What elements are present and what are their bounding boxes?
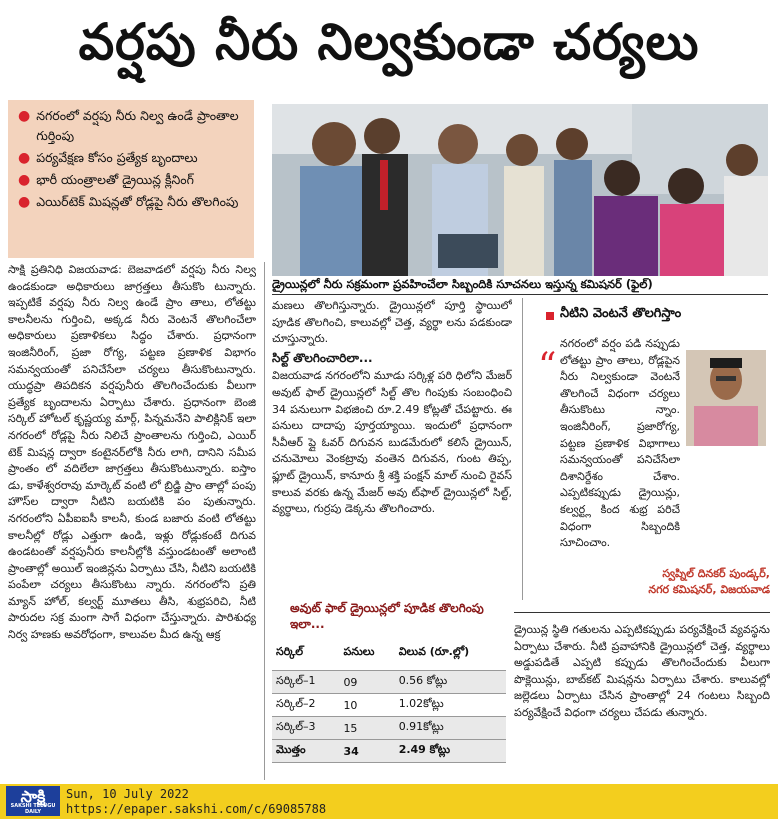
table-cell: మొత్తం <box>272 740 339 763</box>
sakshi-logo: సాక్షి SAKSHI TELUGU DAILY <box>6 786 60 816</box>
quote-box-text: నగరంలో వర్షం పడి నప్పుడు లోతట్టు ప్రాం తాలు, రోడ్లపైన నీరు నిల్వకుండా వెంటనే తొలగించే విధంగా చర్యలు తీసుకొంటు న్నాం. ఇంజినీరింగ్, ప్రజారోగ్య, పట్టణ ప్రణాళిక విభాగాలు సమన్వయంతో పనిచేసేలా దిశానిర్దేశం చేశాం. ఎప్పటికప్పుడు డ్రైయిన్లు, కల్వర్ట్ల కింద శుభ్ర పరిచే విధంగా సిబ్బందికి సూచించాం. <box>560 337 680 550</box>
bullet-icon: ● <box>18 108 31 124</box>
silt-removal-table <box>272 636 506 763</box>
column-divider <box>264 262 265 780</box>
logo-subtitle: SAKSHI TELUGU DAILY <box>10 803 56 815</box>
table-cell: సర్కిల్–3 <box>272 717 339 740</box>
signature-title: నగర కమిషనర్, విజయవాడ <box>648 583 770 596</box>
headline: వర్షపు నీరు నిల్వకుండా చర్యలు <box>78 12 700 71</box>
column-divider <box>522 298 523 600</box>
section-divider <box>514 612 770 613</box>
highlight-item: ● ఎయిర్‌టెక్ మిషన్లతో రోడ్లపై నీరు తొలగింపు <box>18 194 239 210</box>
table-cell: 0.56 కోట్లు <box>395 671 506 694</box>
highlight-item: ● పర్యవేక్షణ కోసం ప్రత్యేక బృందాలు <box>18 150 198 166</box>
table-cell: 10 <box>339 694 394 717</box>
bullet-icon: ● <box>18 194 31 210</box>
table-cell: 15 <box>339 717 394 740</box>
photo-caption: డ్రైయిన్లలో నీరు సక్రమంగా ప్రవహించేలా సిబ్బందికి సూచనలు ఇస్తున్న కమిషనర్ (ఫైల్) <box>272 277 653 291</box>
table-cell: 1.02కోట్లు <box>395 694 506 717</box>
table-cell: సర్కిల్–2 <box>272 694 339 717</box>
table-title: అవుట్ ఫాల్ డ్రైయిన్లలో పూడిక తొలగింపు ఇలా... <box>290 601 484 631</box>
table-cell: 09 <box>339 671 394 694</box>
highlight-item: ● భారీ యంత్రాలతో డ్రైయిన్ల క్లీనింగ్ <box>18 172 194 188</box>
article-column-4: డ్రైయిన్ల స్థితి గతులను ఎప్పటికప్పుడు పర్యవేక్షించే వ్యవస్థను ఏర్పాటు చేశారు. నీటి ప్రవాహానికి డ్రైయిన్లలో చెత్త, వ్యర్థాలు అడ్డుపడితే ఎప్పటి కప్పుడు తొలగించేందుకు వీలుగా పొక్లెయిన్లు, బాబ్‌కట్ మిషన్లను ఏర్పాటు చేశారు. కాలువల్లో జల్లెడలు ఏర్పాటు చేసిన ప్రాంతాల్లో 24 గంటలు సిబ్బంది పర్యవేక్షించే విధంగా చర్యలు చేపడు తున్నారు. <box>514 623 770 719</box>
table-cell: 2.49 కోట్లు <box>395 740 506 763</box>
table-header-row <box>272 636 506 671</box>
col2-paragraph-2: విజయవాడ నగరంలోని మూడు సర్కిళ్ల పరి ధిలోని మేజర్ అవుట్ ఫాల్ డ్రైయిన్లలో సిల్ట్ తొల గింపుకు సంబంధించి 34 పనులుగా విభజించి రూ.2.49 కోట్లతో చేపట్టారు. ఈ పనులు దాదాపు పూర్తయ్యాయి. ఇందులో ప్రధానంగా సీవీఆర్ ప్లై ఓవర్ దిగువన బుడమేరులో కలిసే డ్రైయిన్, చనుమోలు వెంకట్రావు వంతెన దిగువన, గుంట తిప్ప, ఫ్లూట్ డ్రైయిన్, కానూరు శ్రీ శక్తి పంక్షన్ మాల్ నుంచి రైవస్ కాలువ వరకు ఉన్న మేజర్ అవు ట్‌ఫాల్ డ్రైయిన్లలో సిల్ట్, వ్యర్థాలు, గుర్రపు డెక్కను తొలగించారు. <box>272 369 512 516</box>
highlights-box <box>8 100 254 258</box>
news-photo <box>272 104 768 276</box>
table-cell: 0.91కోట్లు <box>395 717 506 740</box>
col2-subheading: సిల్ట్ తొలగించారిలా... <box>272 350 373 365</box>
article-column-1: సాక్షి ప్రతినిధి విజయవాడ: బెజవాడలో వర్షపు నీరు నిల్వ ఉండకుండా అధికారులు జాగ్రత్తలు తీసుకొం టున్నారు. ఇప్పటికే వర్షపు నీరు నిల్వ ఉండే ప్రాం తాలు, లోతట్టు కాలనీలను గుర్తించి, అక్కడ నీరు వెంటనే తొలగించేలా అధికారులు ప్రణాళికలు సిద్ధం చేశారు. ప్రధానంగా ఇంజినీరింగ్, ప్రజా రోగ్య, పట్టణ ప్రణాళిక విభాగం సమన్వయంతో పనిచేసేలా చర్యలు తీసుకొంటున్నారు. యుద్ధప్రా తిపదికన వర్షపునీరు తొలగించేందుకు వీలుగా ప్రత్యేక బృందాలను ఏర్పాటు చేశారు. ప్రధానంగా బెంజి సర్కిల్ హోటల్ కృష్ణయ్య మార్గ్, పిన్నమనేని పాలిక్లినిక్ ఇలా నగరంలో రోడ్లపై నీరు నిలిచే ప్రాంతాలను గుర్తించి, ఎయిర్ టెక్ మిషన్ల ద్వారా కంటైనర్‌లోకి నీరు లాగి, దానిని సమీప ప్రాంతం లో వదిలేలా జాగ్రత్తలు తీసుకొంటున్నారు. ఐస్తాం డు, కాళేశ్వరరావు మార్కెట్ వంటి లో బ్రిడ్జి ప్రాం తాల్లో పంపు హౌస్‌ల ద్వారా నీటిని బయటికి పం పుతున్నారు. నగరంలోని ఏపీఐఐసీ కాలనీ, కుండ బజారు వంటి లోతట్టు కాలనీల్లో రోడ్లు ఎత్తుగా ఉండి, ఇళ్లు రోడ్లుకంటే దిగువ ఉండటంతో వర్షపునీరు కాలనీల్లోకి వస్తుండటంతో అలాంటి ప్రాంతాల్లో అయిల్ ఇంజిన్లను ఏర్పాటు చేసి, నీటిని బయటికి పంపేలా చర్యలు తీసుకొంటు న్నారు. నగరంలోని ప్రతి మ్యాన్ హోల్, కల్వర్ట్ మూతలు తీసి, శుభ్రపరిచి, నీటి పారుదల సక్ర మంగా సాగే విధంగా చేస్తున్నారు. పారిశుధ్య నిర్వ హణకు అవరోధంగా, కాలువల మీద ఉన్న ఆక్ర <box>8 263 256 642</box>
signature-name: స్వప్నిల్ దినకర్ పుండ్కర్, <box>662 567 770 580</box>
quote-mark-icon: “ <box>538 346 557 387</box>
table-header-cell: పనులు <box>339 636 394 671</box>
signature <box>568 566 770 598</box>
commissioner-portrait <box>686 350 766 446</box>
table-cell: సర్కిల్–1 <box>272 671 339 694</box>
table-row <box>272 717 506 740</box>
bullet-icon: ● <box>18 150 31 166</box>
footer-bar <box>0 784 778 819</box>
quote-box-title: నీటిని వెంటనే తొలగిస్తాం <box>560 306 682 321</box>
table-header-cell: విలువ (రూ.ల్లో) <box>395 636 506 671</box>
table-cell: 34 <box>339 740 394 763</box>
epaper-link[interactable]: https://epaper.sakshi.com/c/69085788 <box>66 802 327 816</box>
table-row <box>272 694 506 717</box>
highlight-item: ● నగరంలో వర్షపు నీరు నిల్వ ఉండే ప్రాంతాల గుర్తింపు <box>18 108 239 143</box>
article-column-2 <box>272 298 512 580</box>
table-header-cell: సర్కిల్ <box>272 636 339 671</box>
caption-divider <box>272 294 768 295</box>
table-total-row <box>272 740 506 763</box>
table-row <box>272 671 506 694</box>
col2-paragraph: మణలు తొలగిస్తున్నారు. డ్రైయిన్లలో పూర్తి స్థాయిలో పూడిక తొలగించి, కాలువల్లో చెత్త, వ్యర్థా లను పడకుండా చూస్తున్నారు. <box>272 299 512 346</box>
bullet-icon: ● <box>18 172 31 188</box>
box-title-marker <box>546 312 554 320</box>
edition-date: Sun, 10 July 2022 <box>66 787 189 801</box>
